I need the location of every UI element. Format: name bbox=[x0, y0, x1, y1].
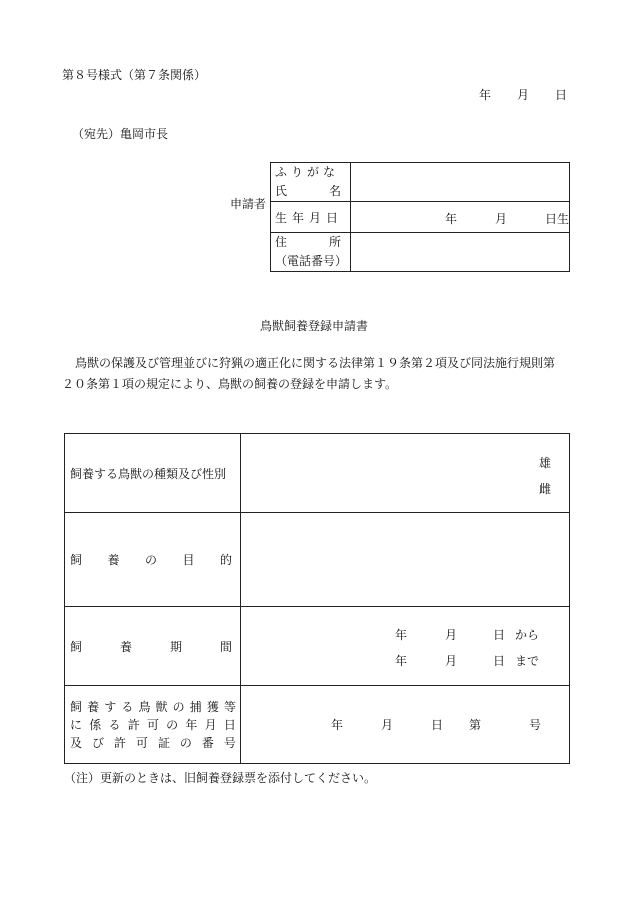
registration-table bbox=[64, 433, 570, 764]
addressee: （宛先）亀岡市長 bbox=[72, 127, 169, 141]
address-field[interactable] bbox=[351, 233, 570, 272]
period-field[interactable] bbox=[241, 607, 570, 686]
birth-year-label: 年 bbox=[445, 212, 458, 226]
permit-dai: 第 bbox=[469, 718, 482, 732]
date-year-label: 年 bbox=[479, 88, 492, 102]
permit-year: 年 bbox=[331, 718, 344, 732]
permit-month: 月 bbox=[381, 718, 394, 732]
purpose-label: 飼 養 の 目 的 bbox=[65, 513, 241, 607]
body-line-1: 鳥獣の保護及び管理並びに狩猟の適正化に関する法律第１９条第２項及び同法施行規則第 bbox=[75, 356, 556, 370]
period-from-year: 年 bbox=[395, 628, 408, 642]
date-day-label: 日 bbox=[555, 88, 568, 102]
species-sex-field[interactable] bbox=[241, 434, 570, 513]
birthdate-field[interactable] bbox=[351, 202, 570, 233]
body-line-2: ２０条第１項の規定により、鳥獣の飼養の登録を申請します。 bbox=[62, 377, 398, 391]
birthdate-label: 生年月日 bbox=[271, 202, 351, 233]
period-to-year: 年 bbox=[395, 654, 408, 668]
purpose-field[interactable] bbox=[241, 513, 570, 607]
note: （注）更新のときは、旧飼養登録票を添付してください。 bbox=[64, 771, 377, 785]
birth-day-label: 日生 bbox=[545, 212, 570, 226]
period-label: 飼 養 期 間 bbox=[65, 607, 241, 686]
permit-field[interactable] bbox=[241, 686, 570, 764]
period-to-month: 月 bbox=[445, 654, 458, 668]
male-label: 雄 bbox=[538, 456, 551, 470]
period-to-suffix: まで bbox=[515, 654, 540, 668]
female-label: 雌 bbox=[538, 482, 551, 496]
form-number: 第８号様式（第７条関係） bbox=[62, 68, 207, 82]
permit-day: 日 bbox=[431, 718, 444, 732]
address-label: 住 所 （電話番号） bbox=[271, 233, 351, 272]
birth-month-label: 月 bbox=[495, 212, 508, 226]
period-to-day: 日 bbox=[493, 654, 506, 668]
permit-label: 飼 養 す る 鳥 獣 の 捕 獲 等 に 係 る 許 可 の 年 月 日 及 び 許 可 証 の 番 号 bbox=[65, 686, 241, 764]
name-label-text: 氏 名 bbox=[275, 184, 341, 198]
applicant-table bbox=[270, 162, 570, 272]
date-month-label: 月 bbox=[517, 88, 530, 102]
applicant-label: 申請者 bbox=[230, 197, 267, 211]
name-label: ふりがな 氏 名 bbox=[271, 163, 351, 202]
permit-gou: 号 bbox=[529, 718, 542, 732]
species-sex-label: 飼養する鳥獣の種類及び性別 bbox=[65, 434, 241, 513]
name-field[interactable] bbox=[351, 163, 570, 202]
document-title: 鳥獣飼養登録申請書 bbox=[260, 319, 369, 333]
period-from-day: 日 bbox=[493, 628, 506, 642]
period-from-month: 月 bbox=[445, 628, 458, 642]
period-from-suffix: から bbox=[515, 628, 540, 642]
